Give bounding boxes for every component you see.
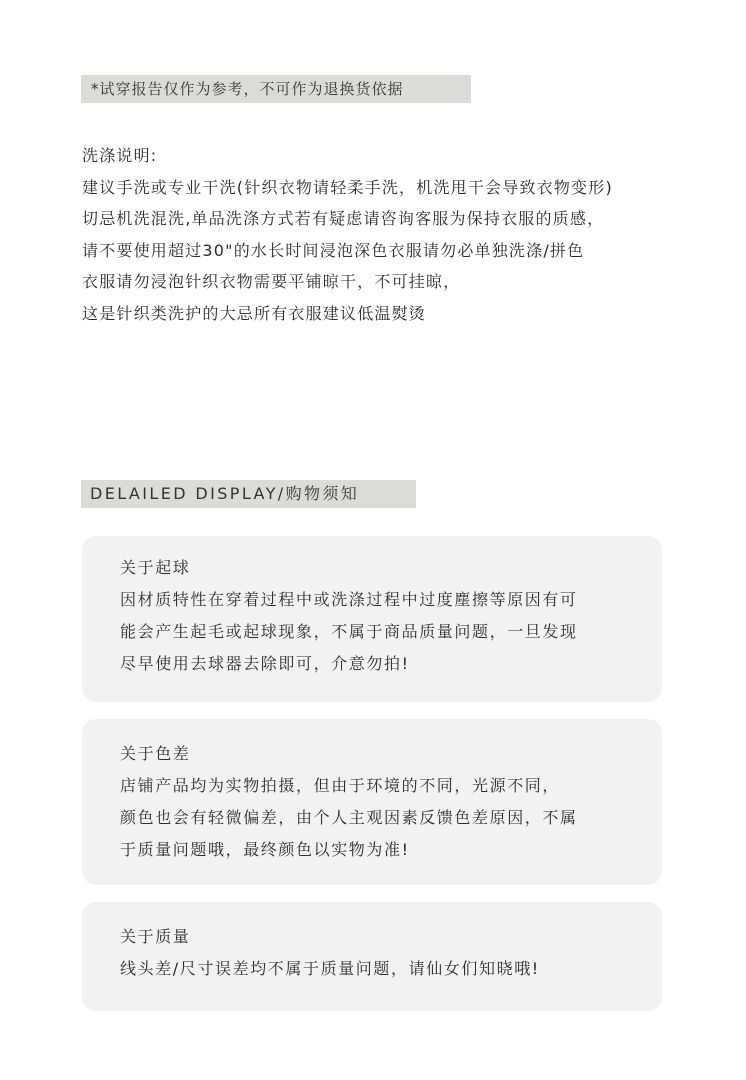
section-title: DELAILED DISPLAY/购物须知 <box>81 480 416 508</box>
card-title: 关于起球 <box>120 558 191 577</box>
washing-line: 建议手洗或专业干洗(针织衣物请轻柔手洗，机洗甩干会导致衣物变形) <box>82 177 613 197</box>
washing-line: 这是针织类洗护的大忌所有衣服建议低温熨烫 <box>82 303 427 323</box>
card-line: 店铺产品均为实物拍摄，但由于环境的不同，光源不同， <box>120 776 561 795</box>
washing-line: 衣服请勿浸泡针织衣物需要平铺晾干，不可挂晾， <box>82 272 461 291</box>
card-line: 线头差/尺寸误差均不属于质量问题，请仙女们知晓哦! <box>120 959 540 978</box>
card-title: 关于色差 <box>120 744 191 763</box>
pilling-notice-card <box>82 536 662 702</box>
card-line: 于质量问题哦，最终颜色以实物为准! <box>120 840 410 859</box>
card-line: 能会产生起毛或起球现象，不属于商品质量问题，一旦发现 <box>120 622 578 641</box>
washing-instructions <box>82 140 702 329</box>
card-title: 关于质量 <box>120 927 191 946</box>
disclaimer-label: *试穿报告仅作为参考，不可作为退换货依据 <box>81 75 471 103</box>
washing-line: 切忌机洗混洗,单品洗涤方式若有疑虑请咨询客服为保持衣服的质感， <box>82 209 605 228</box>
color-difference-card <box>82 719 662 885</box>
card-line: 因材质特性在穿着过程中或洗涤过程中过度塵擦等原因有可 <box>120 590 578 609</box>
washing-title: 洗涤说明: <box>82 146 158 165</box>
card-line: 颜色也会有轻微偏差，由个人主观因素反馈色差原因，不属 <box>120 808 578 827</box>
card-line: 尽早使用去球器去除即可，介意勿拍! <box>120 654 410 673</box>
washing-line: 请不要使用超过30"的水长时间浸泡深色衣服请勿必单独洗涤/拼色 <box>82 240 585 260</box>
quality-notice-card <box>82 902 662 1011</box>
